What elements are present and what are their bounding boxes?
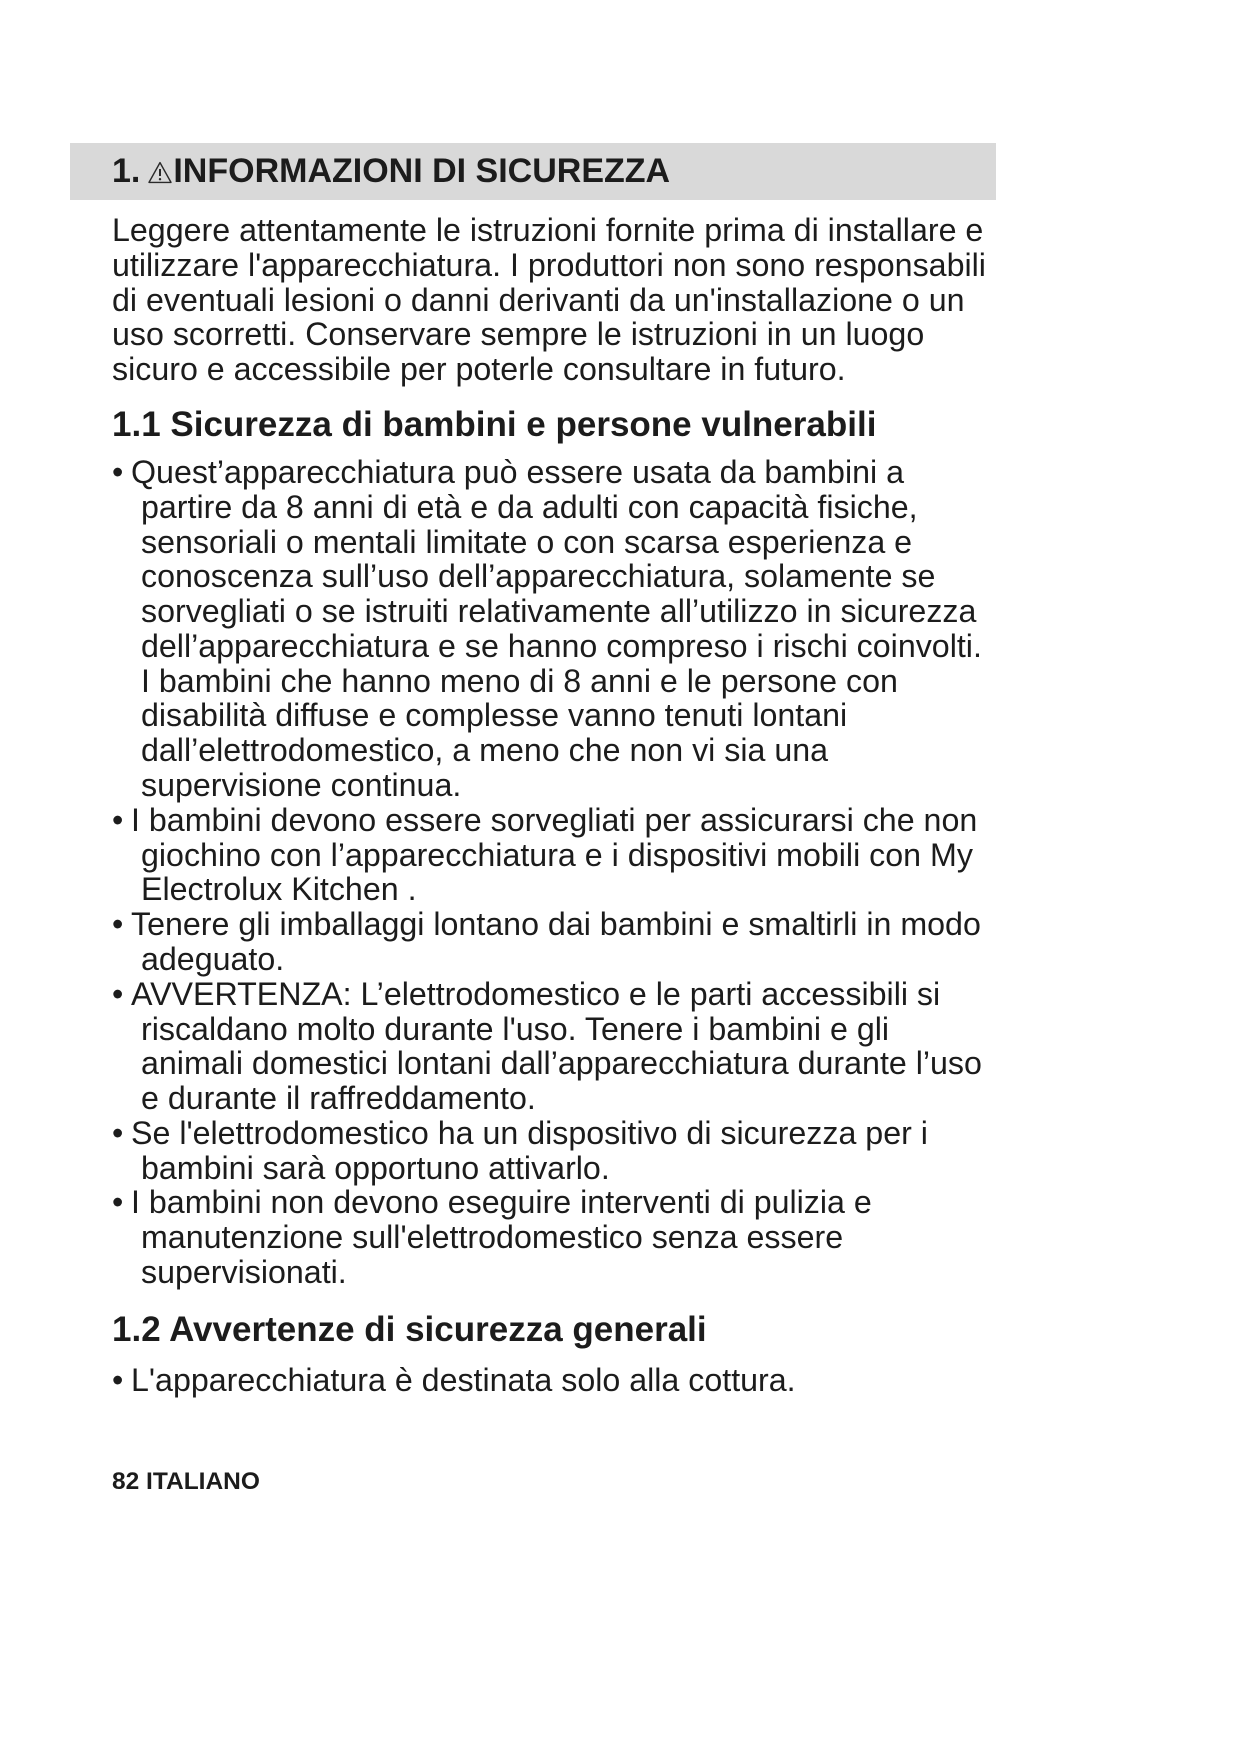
list-item xyxy=(112,907,982,977)
list-item-line: conoscenza sull’uso dell’apparecchiatura, solamente se xyxy=(141,558,936,595)
list-item-text: Quest’apparecchiatura può essere usata da bambini a xyxy=(131,454,904,490)
list-item-text: L'apparecchiatura è destinata solo alla cottura. xyxy=(131,1362,796,1398)
list-item xyxy=(112,1363,796,1398)
bullet-marker: • xyxy=(112,1362,124,1398)
bullet-marker: • xyxy=(112,454,124,490)
list-item-line: Electrolux Kitchen . xyxy=(141,871,417,908)
list-item-line: disabilità diffuse e complesse vanno tenuti lontani xyxy=(141,697,848,734)
list-item-line: supervisionati. xyxy=(141,1253,347,1290)
bullet-marker: • xyxy=(112,1114,124,1151)
paragraph-line: uso scorretti. Conservare sempre le istruzioni in un luogo xyxy=(112,316,925,353)
list-item-line: manutenzione sull'elettrodomestico senza essere xyxy=(141,1219,844,1256)
list-item-line: I bambini che hanno meno di 8 anni e le persone con xyxy=(141,662,898,699)
intro-paragraph xyxy=(112,213,986,387)
list-item-line xyxy=(112,1363,796,1398)
paragraph-line: utilizzare l'apparecchiatura. I produttori non sono responsabili xyxy=(112,246,986,283)
subsection-heading: 1.1 Sicurezza di bambini e persone vulnerabili xyxy=(112,405,877,444)
list-item-text: I bambini devono essere sorvegliati per assicurarsi che non xyxy=(131,801,978,838)
list-item-line xyxy=(112,907,982,942)
page-footer: 82 ITALIANO xyxy=(112,1468,260,1495)
list-item-line: supervisione continua. xyxy=(141,767,462,804)
section-title: INFORMAZIONI DI SICUREZZA xyxy=(173,152,671,190)
bullet-list xyxy=(112,1363,796,1398)
list-item-line: adeguato. xyxy=(141,940,285,977)
list-item-line: sensoriali o mentali limitate o con scarsa esperienza e xyxy=(141,523,913,560)
bullet-marker: • xyxy=(112,975,124,1012)
section-heading xyxy=(112,143,670,200)
warning-icon xyxy=(148,161,172,184)
list-item xyxy=(112,977,982,1116)
list-item-line: bambini sarà opportuno attivarlo. xyxy=(141,1149,610,1186)
paragraph-line: sicuro e accessibile per poterle consultare in futuro. xyxy=(112,351,846,388)
bullet-marker: • xyxy=(112,801,124,838)
list-item-line xyxy=(112,977,982,1012)
bullet-marker: • xyxy=(112,1184,124,1221)
list-item-line: animali domestici lontani dall’apparecchiatura durante l’uso xyxy=(141,1045,982,1082)
list-item-text: I bambini non devono eseguire interventi di pulizia e xyxy=(131,1184,872,1221)
list-item-text: AVVERTENZA: L’elettrodomestico e le parti accessibili si xyxy=(131,975,941,1012)
list-item-line: partire da 8 anni di età e da adulti con capacità fisiche, xyxy=(141,488,918,525)
bullet-list xyxy=(112,455,982,1290)
bullet-marker: • xyxy=(112,906,124,943)
paragraph-line: di eventuali lesioni o danni derivanti da un'installazione o un xyxy=(112,281,965,318)
list-item xyxy=(112,455,982,803)
list-item-line: dell’apparecchiatura e se hanno compreso i rischi coinvolti. xyxy=(141,627,982,664)
list-item-line xyxy=(112,1185,982,1220)
list-item-line xyxy=(112,455,982,490)
list-item xyxy=(112,1116,982,1186)
paragraph-line: Leggere attentamente le istruzioni fornite prima di installare e xyxy=(112,212,984,248)
list-item xyxy=(112,803,982,907)
list-item-line: sorvegliati o se istruiti relativamente all’utilizzo in sicurezza xyxy=(141,593,977,630)
list-item-line: giochino con l’apparecchiatura e i dispositivi mobili con My xyxy=(141,836,973,873)
list-item-text: Tenere gli imballaggi lontano dai bambini e smaltirli in modo xyxy=(131,906,981,943)
list-item xyxy=(112,1185,982,1289)
list-item-line: e durante il raffreddamento. xyxy=(141,1080,536,1117)
section-number: 1. xyxy=(112,152,141,190)
list-item-line: riscaldano molto durante l'uso. Tenere i bambini e gli xyxy=(141,1010,890,1047)
subsection-heading: 1.2 Avvertenze di sicurezza generali xyxy=(112,1310,707,1349)
list-item-line xyxy=(112,1116,982,1151)
list-item-line: dall’elettrodomestico, a meno che non vi sia una xyxy=(141,732,829,769)
list-item-text: Se l'elettrodomestico ha un dispositivo di sicurezza per i xyxy=(131,1114,928,1151)
list-item-line xyxy=(112,803,982,838)
